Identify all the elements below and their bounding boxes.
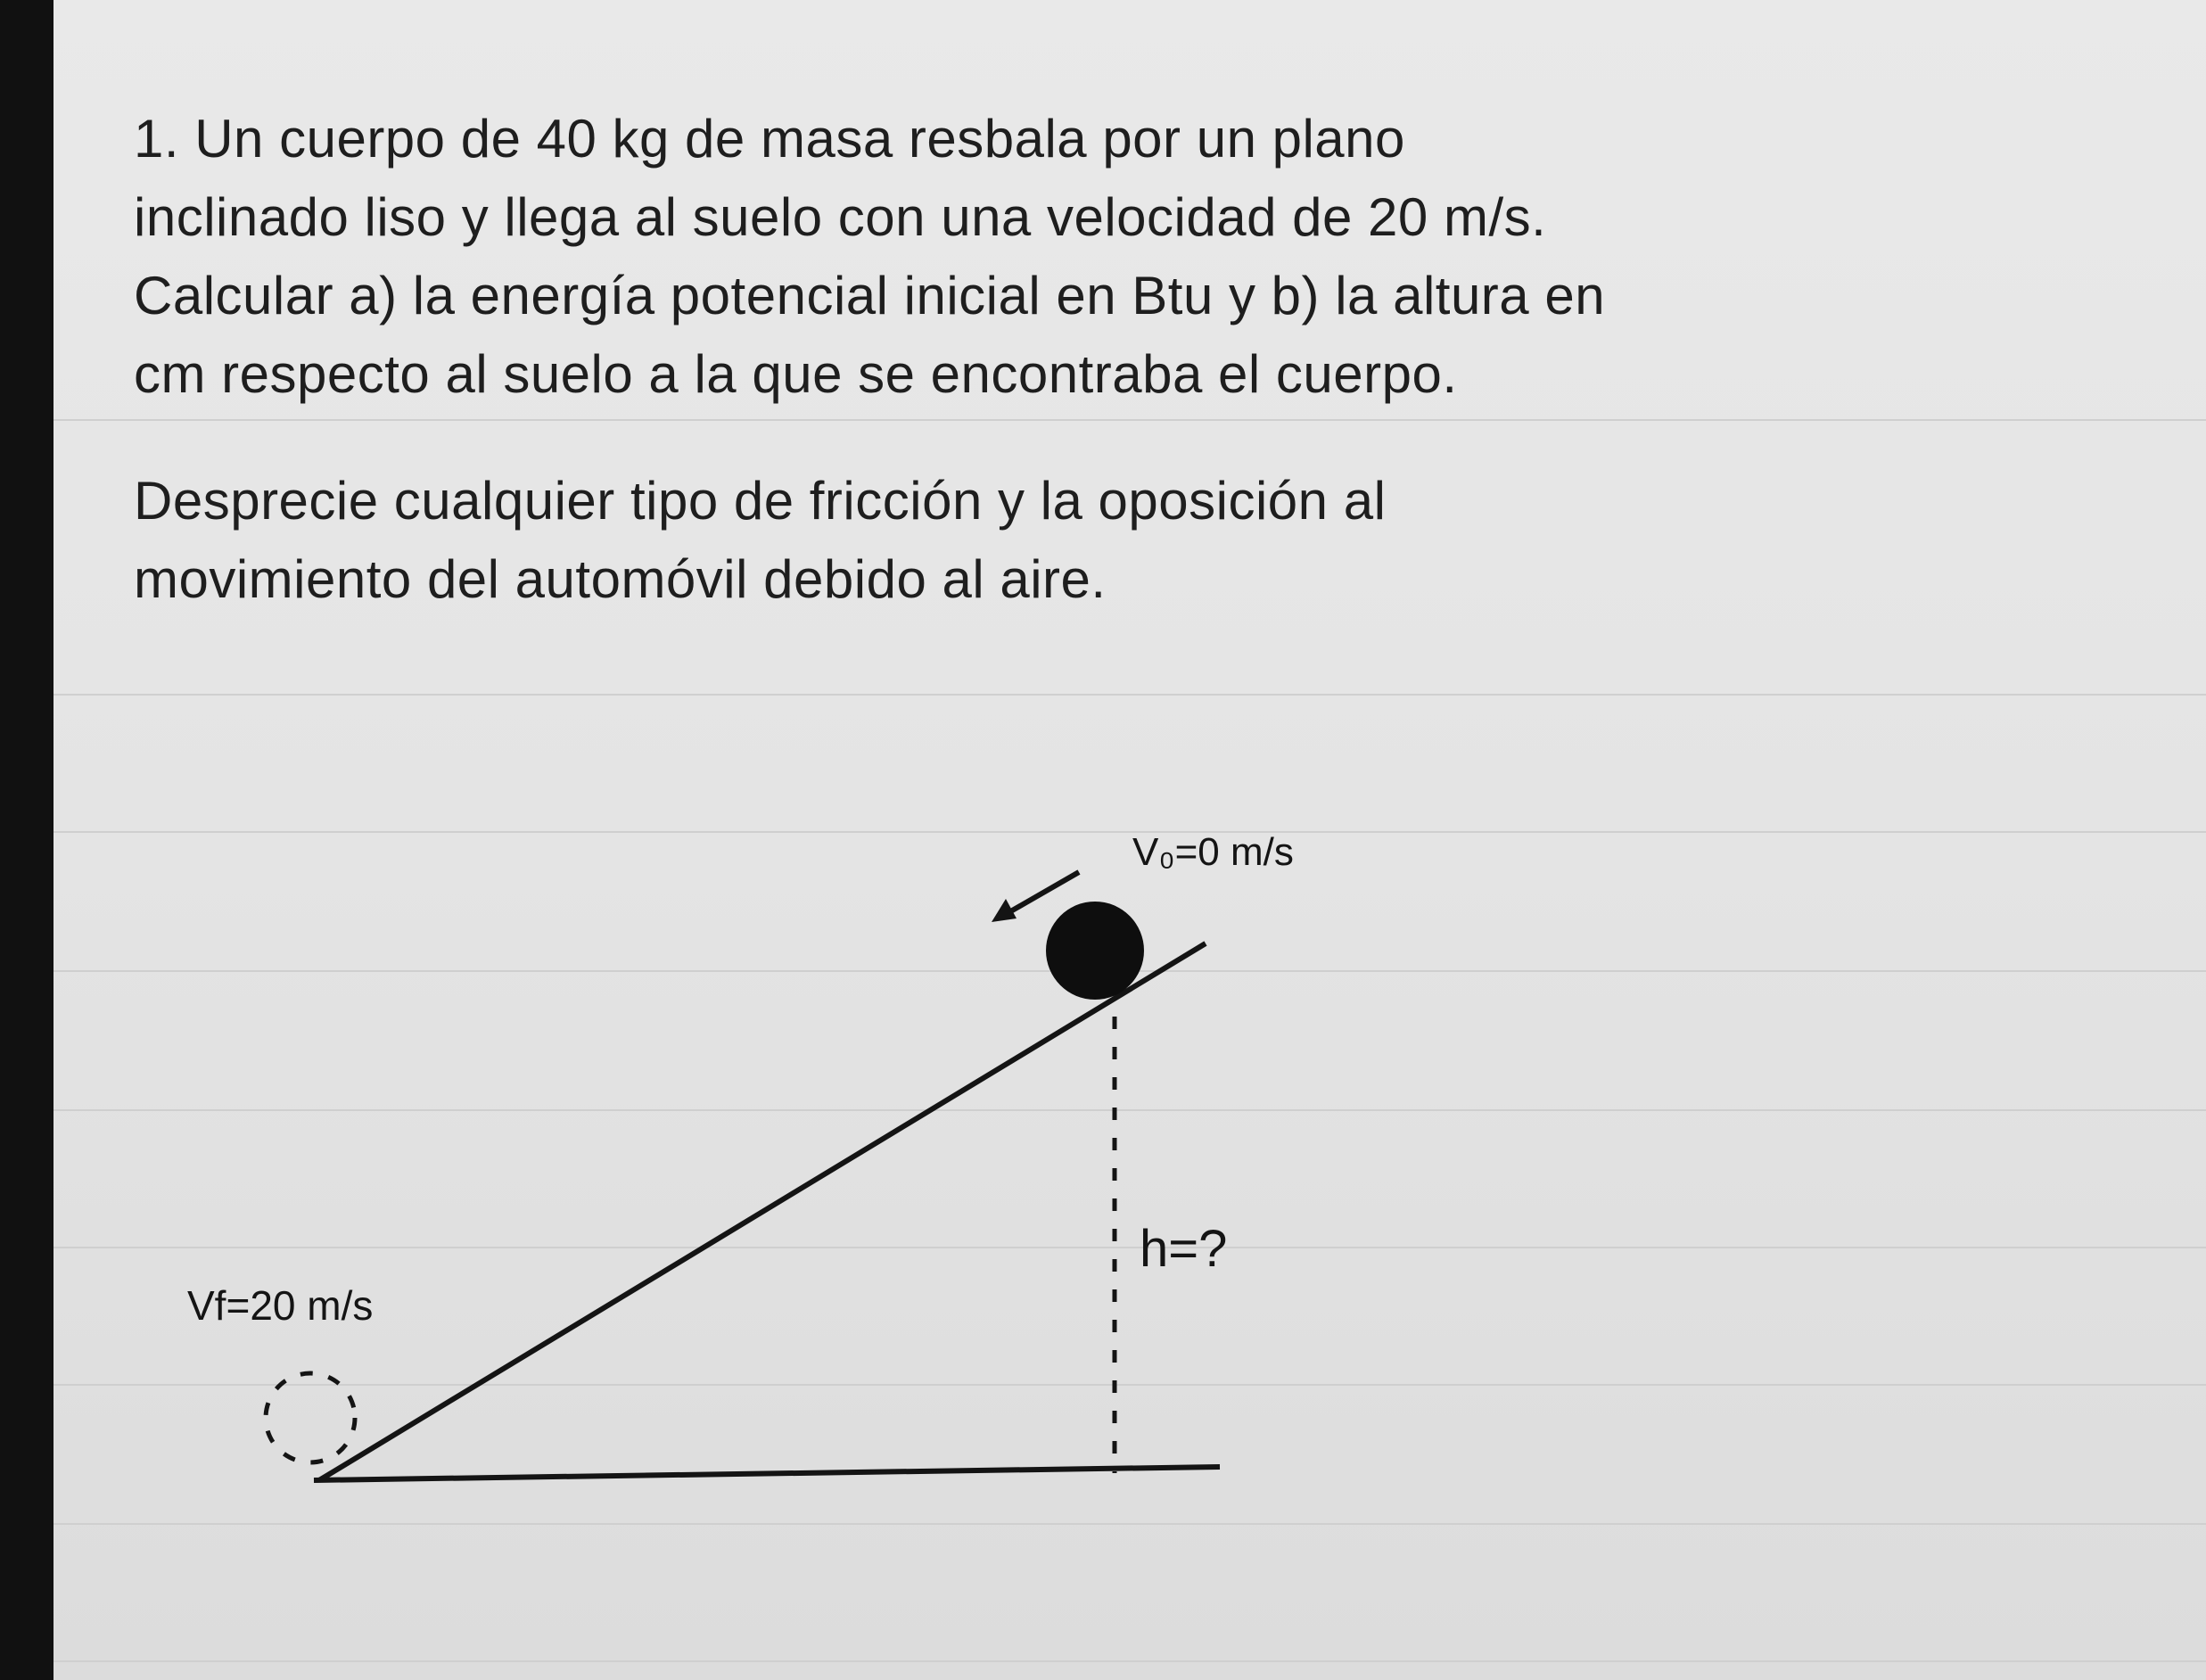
initial-velocity-label: V₀=0 m/s	[1132, 830, 1294, 874]
height-label: h=?	[1140, 1220, 1228, 1278]
note-line: Desprecie cualquier tipo de fricción y la oposición al	[134, 471, 1387, 531]
problem-line: Calcular a) la energía potencial inicial en Btu y b) la altura en	[134, 266, 1606, 325]
problem-line: inclinado liso y llega al suelo con una velocidad de 20 m/s.	[134, 187, 1547, 247]
problem-line: 1. Un cuerpo de 40 kg de masa resbala por un plano	[134, 109, 1405, 169]
inclined-plane-diagram	[54, 0, 2206, 1680]
ground-line	[314, 1467, 1220, 1480]
body-ball-initial	[1046, 902, 1144, 1000]
problem-line: cm respecto al suelo a la que se encontraba el cuerpo.	[134, 344, 1458, 404]
incline-line	[319, 943, 1206, 1480]
note-line: movimiento del automóvil debido al aire.	[134, 549, 1107, 609]
final-velocity-label: Vf=20 m/s	[187, 1282, 374, 1329]
body-ball-final-dashed	[266, 1373, 355, 1462]
notebook-page	[54, 0, 2206, 1680]
velocity-arrow-shaft	[1008, 872, 1079, 913]
